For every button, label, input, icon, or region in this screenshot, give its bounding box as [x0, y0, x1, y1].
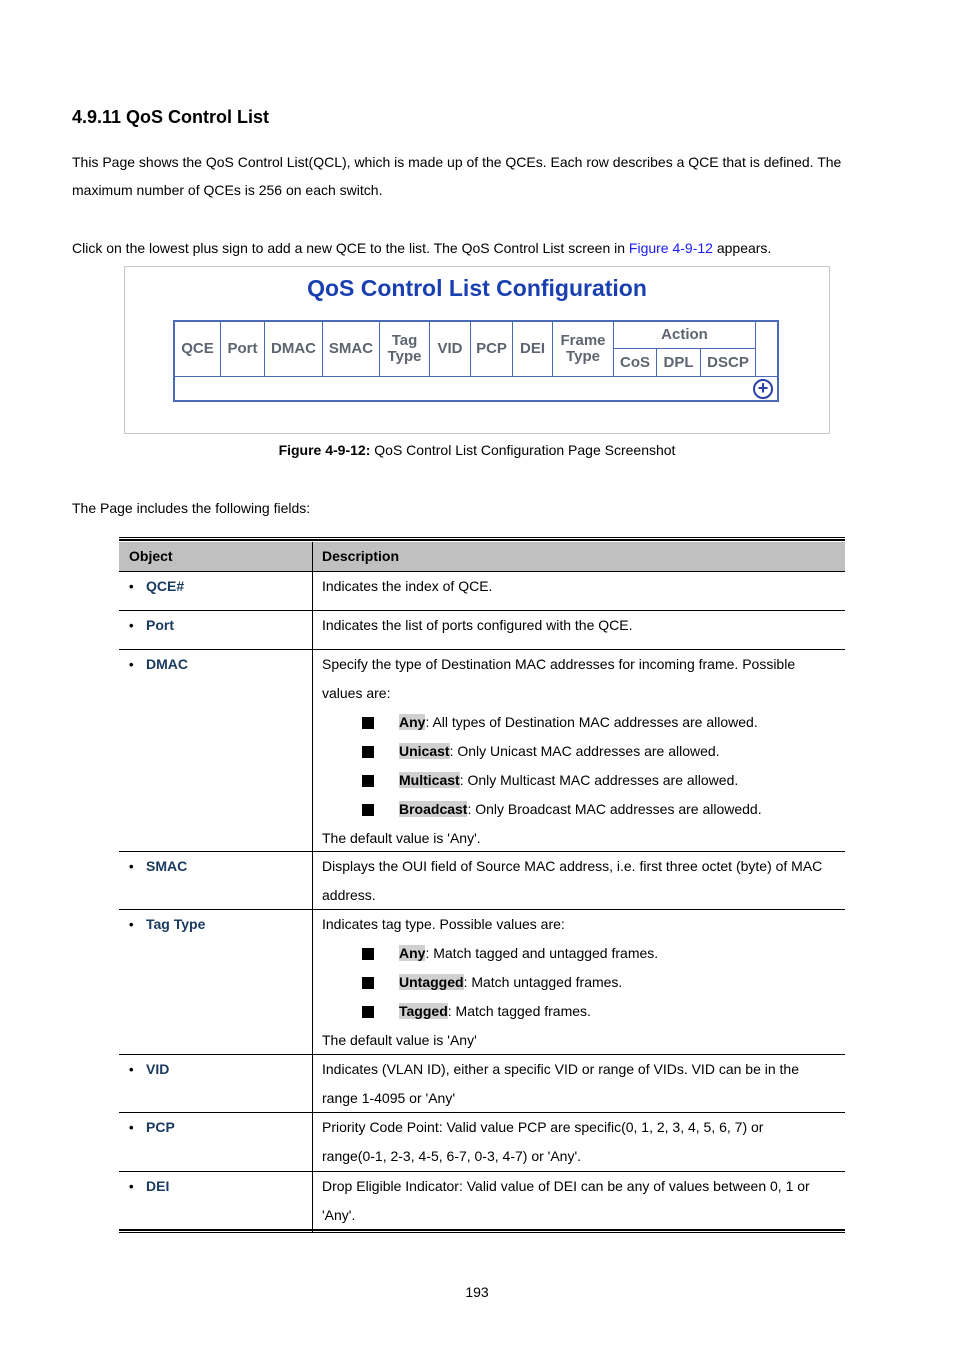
page-number: 193	[465, 1284, 489, 1300]
plus-circle-icon[interactable]: +	[753, 379, 773, 399]
instruction-text: Click on the lowest plus sign to add a new QCE to the list. The QoS Control List screen in	[72, 240, 629, 256]
instruction-paragraph	[72, 234, 882, 262]
description-dei: Drop Eligible Indicator: Valid value of DEI can be any of values between 0, 1 or 'Any'.	[322, 1178, 810, 1223]
header-description: Description	[322, 548, 400, 564]
column-divider	[312, 542, 313, 1232]
table-row	[119, 572, 845, 611]
col-frame-type: Frame Type	[553, 322, 614, 376]
col-vid: VID	[430, 322, 471, 376]
instruction-text-end: appears.	[712, 240, 772, 256]
col-port: Port	[221, 322, 265, 376]
col-dpl: DPL	[657, 349, 701, 376]
description-vid: Indicates (VLAN ID), either a specific VID or range of VIDs. VID can be in the range 1-4095 or 'Any'	[322, 1061, 799, 1106]
object-pcp: • PCP	[129, 1119, 175, 1135]
figure-link[interactable]: Figure 4-9-12	[628, 240, 713, 256]
table-row	[119, 1172, 845, 1229]
table-header	[119, 542, 845, 572]
col-dei: DEI	[513, 322, 553, 376]
value-broadcast: Broadcast: Only Broadcast MAC addresses are allowedd.	[322, 795, 842, 824]
object-tag-type: • Tag Type	[129, 916, 206, 932]
col-cos: CoS	[614, 349, 657, 376]
col-action: Action	[614, 322, 756, 349]
object-dei: • DEI	[129, 1178, 170, 1194]
section-heading: 4.9.11 QoS Control List	[72, 107, 270, 127]
object-vid: • VID	[129, 1061, 170, 1077]
col-tag-type: Tag Type	[380, 322, 430, 376]
object-smac: • SMAC	[129, 858, 188, 874]
value-tagged: Tagged: Match tagged frames.	[322, 997, 842, 1026]
intro-line-1: This Page shows the QoS Control List(QCL), which is made up of the QCEs. Each row describes a QCE that is defined. The	[72, 154, 842, 170]
object-port: • Port	[129, 617, 174, 633]
table-top-rule	[119, 537, 845, 541]
table-row	[119, 1113, 845, 1172]
caption-text: QoS Control List Configuration Page Screenshot	[370, 442, 676, 458]
object-dmac: • DMAC	[129, 656, 188, 672]
intro-line-2: maximum number of QCEs is 256 on each switch.	[72, 182, 383, 198]
fields-intro: The Page includes the following fields:	[72, 500, 311, 516]
description-qce: Indicates the index of QCE.	[322, 578, 493, 594]
header-object: Object	[129, 548, 173, 564]
header-divider	[175, 376, 777, 377]
col-smac: SMAC	[323, 322, 380, 376]
description-smac: Displays the OUI field of Source MAC address, i.e. first three octet (byte) of MAC address.	[322, 858, 823, 903]
table-row	[119, 611, 845, 650]
description-port: Indicates the list of ports configured with the QCE.	[322, 617, 633, 633]
table-row	[119, 852, 845, 910]
description-tag-type: Indicates tag type. Possible values are: Any: Match tagged and untagged frames. Untagged: Match untagged frames. Tagged: Match tagged frames. The default value is 'Any'	[322, 910, 842, 1055]
caption-label: Figure 4-9-12:	[278, 442, 371, 458]
qcl-table	[173, 320, 779, 402]
description-dmac: Specify the type of Destination MAC addresses for incoming frame. Possible values are: Any: All types of Destination MAC addresses are allowed. Unicast: Only Unicast MAC addresses are allowed. Multicast: Only Multicast MAC addresses are allowed. Broadcast: Only Broadcast MAC addresses are allowedd. The default value is 'Any'.	[322, 650, 842, 853]
description-pcp: Priority Code Point: Valid value PCP are specific(0, 1, 2, 3, 4, 5, 6, 7) or range(0-1, 2-3, 4-5, 6-7, 0-3, 4-7) or 'Any'.	[322, 1119, 764, 1164]
table-row	[119, 650, 845, 852]
col-dmac: DMAC	[265, 322, 323, 376]
col-dscp: DSCP	[701, 349, 756, 376]
value-any: Any: All types of Destination MAC addresses are allowed.	[322, 708, 842, 737]
value-unicast: Unicast: Only Unicast MAC addresses are allowed.	[322, 737, 842, 766]
col-qce: QCE	[175, 322, 221, 376]
qcl-config-title: QoS Control List Configuration	[307, 275, 647, 301]
col-pcp: PCP	[471, 322, 513, 376]
figure-caption	[0, 442, 954, 458]
value-any: Any: Match tagged and untagged frames.	[322, 939, 842, 968]
qcl-screenshot	[124, 266, 830, 434]
value-multicast: Multicast: Only Multicast MAC addresses are allowed.	[322, 766, 842, 795]
table-bottom-rule	[119, 1229, 845, 1233]
table-row	[119, 1055, 845, 1113]
object-qce: • QCE#	[129, 578, 185, 594]
value-untagged: Untagged: Match untagged frames.	[322, 968, 842, 997]
intro-paragraph	[72, 148, 882, 204]
table-row	[119, 910, 845, 1055]
